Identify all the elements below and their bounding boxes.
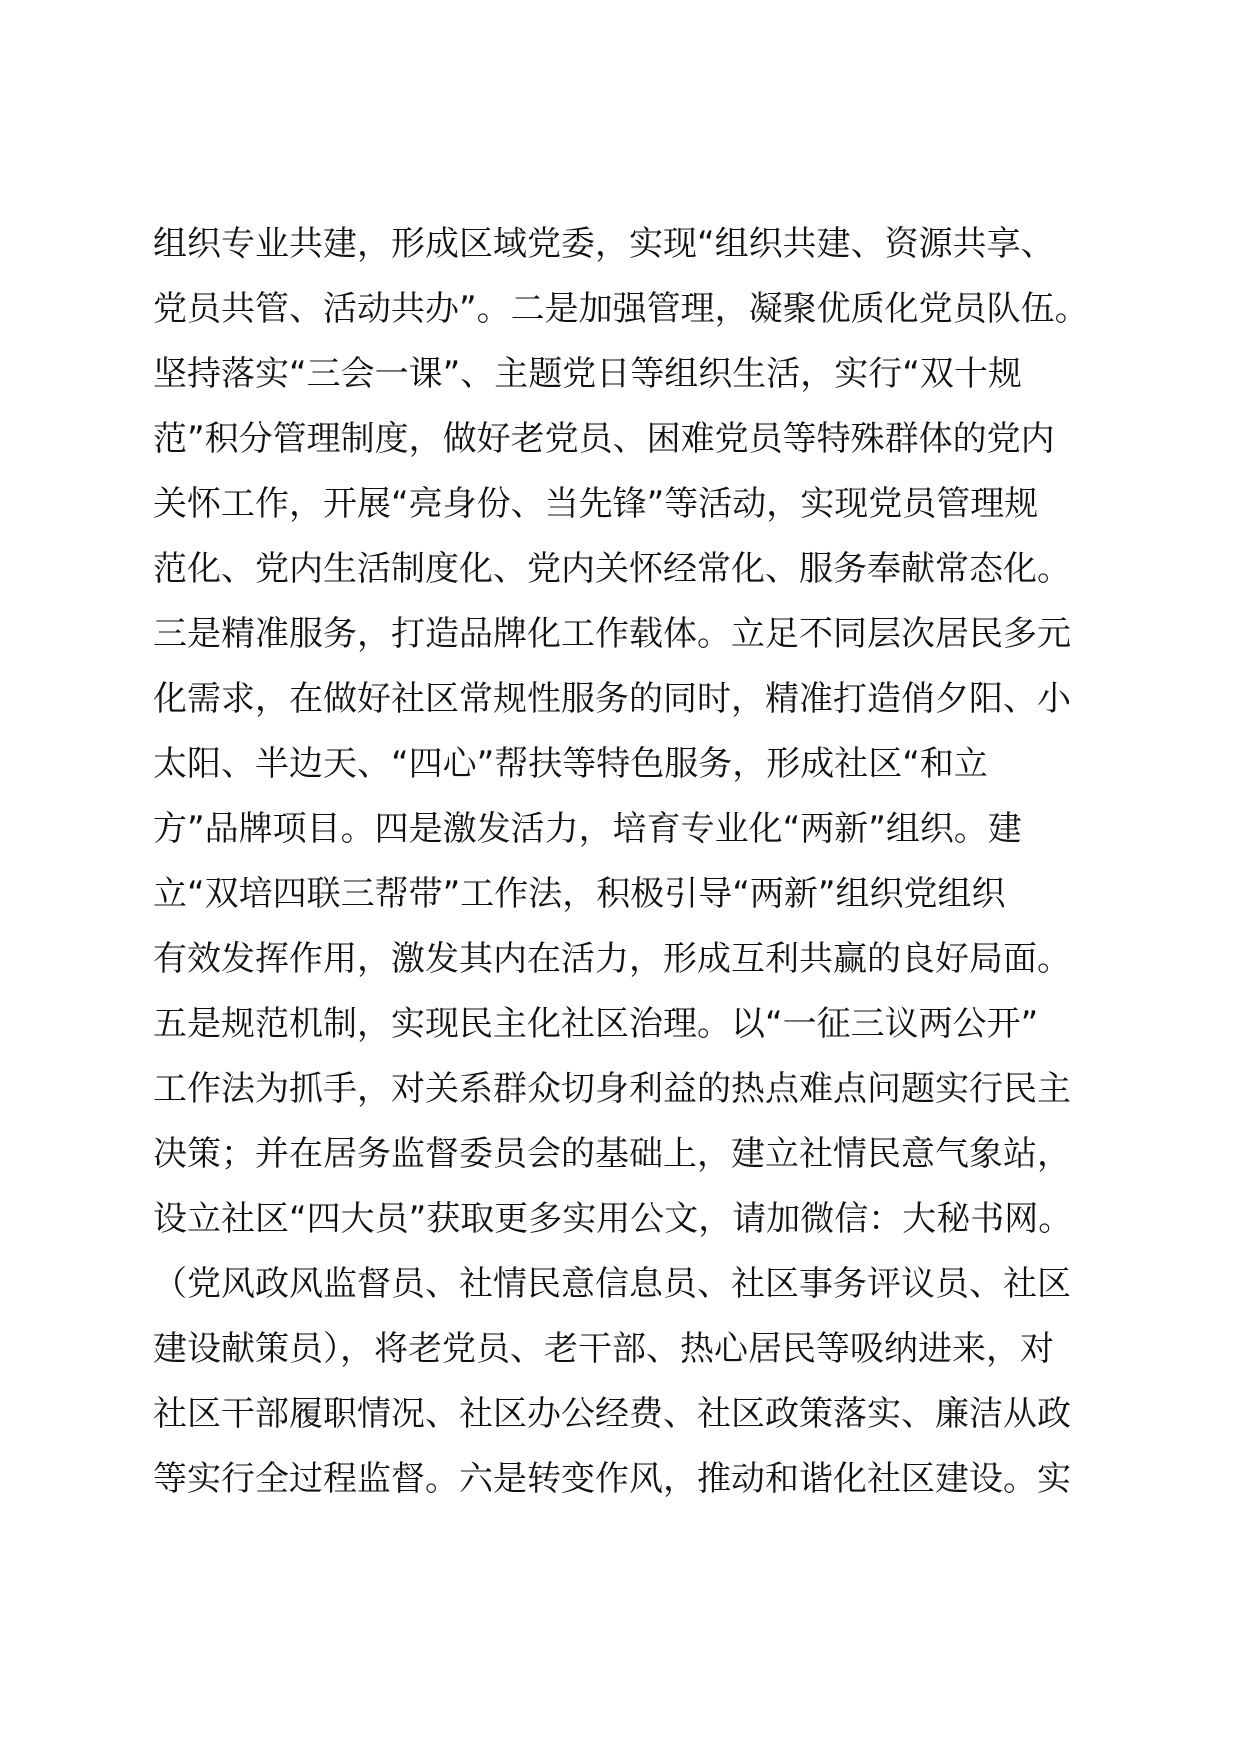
text-line: 范化、党内生活制度化、党内关怀经常化、服务奉献常态化。 — [153, 549, 1071, 589]
text-line: 关怀工作，开展“亮身份、当先锋”等活动，实现党员管理规 — [153, 484, 1039, 524]
text-line: 建设献策员），将老党员、老干部、热心居民等吸纳进来，对 — [153, 1329, 1054, 1369]
text-line: 坚持落实“三会一课”、主题党日等组织生活，实行“双十规 — [153, 354, 1022, 394]
text-line: （党风政风监督员、社情民意信息员、社区事务评议员、社区 — [153, 1264, 1071, 1304]
text-line: 党员共管、活动共办”。二是加强管理，凝聚优质化党员队伍。 — [153, 289, 1089, 329]
text-line: 等实行全过程监督。六是转变作风，推动和谐化社区建设。实 — [153, 1459, 1071, 1499]
text-line: 社区干部履职情况、社区办公经费、社区政策落实、廉洁从政 — [153, 1394, 1071, 1434]
text-line: 五是规范机制，实现民主化社区治理。以“一征三议两公开” — [153, 1004, 1039, 1044]
text-line: 组织专业共建，形成区域党委，实现“组织共建、资源共享、 — [153, 224, 1055, 264]
text-line: 方”品牌项目。四是激发活力，培育专业化“两新”组织。建 — [153, 809, 1022, 849]
body-text — [153, 212, 1093, 1512]
text-line: 立“双培四联三帮带”工作法，积极引导“两新”组织党组织 — [153, 874, 1006, 914]
text-line: 化需求，在做好社区常规性服务的同时，精准打造俏夕阳、小 — [153, 679, 1071, 719]
text-line: 工作法为抓手，对关系群众切身利益的热点难点问题实行民主 — [153, 1069, 1071, 1109]
text-line: 决策；并在居务监督委员会的基础上，建立社情民意气象站， — [153, 1134, 1071, 1174]
text-line: 三是精准服务，打造品牌化工作载体。立足不同层次居民多元 — [153, 614, 1071, 654]
text-line: 有效发挥作用，激发其内在活力，形成互利共赢的良好局面。 — [153, 939, 1071, 979]
text-line: 设立社区“四大员”获取更多实用公文，请加微信：大秘书网。 — [153, 1199, 1073, 1239]
text-line: 太阳、半边天、“四心”帮扶等特色服务，形成社区“和立 — [153, 744, 988, 784]
text-line: 范”积分管理制度，做好老党员、困难党员等特殊群体的党内 — [153, 419, 1055, 459]
